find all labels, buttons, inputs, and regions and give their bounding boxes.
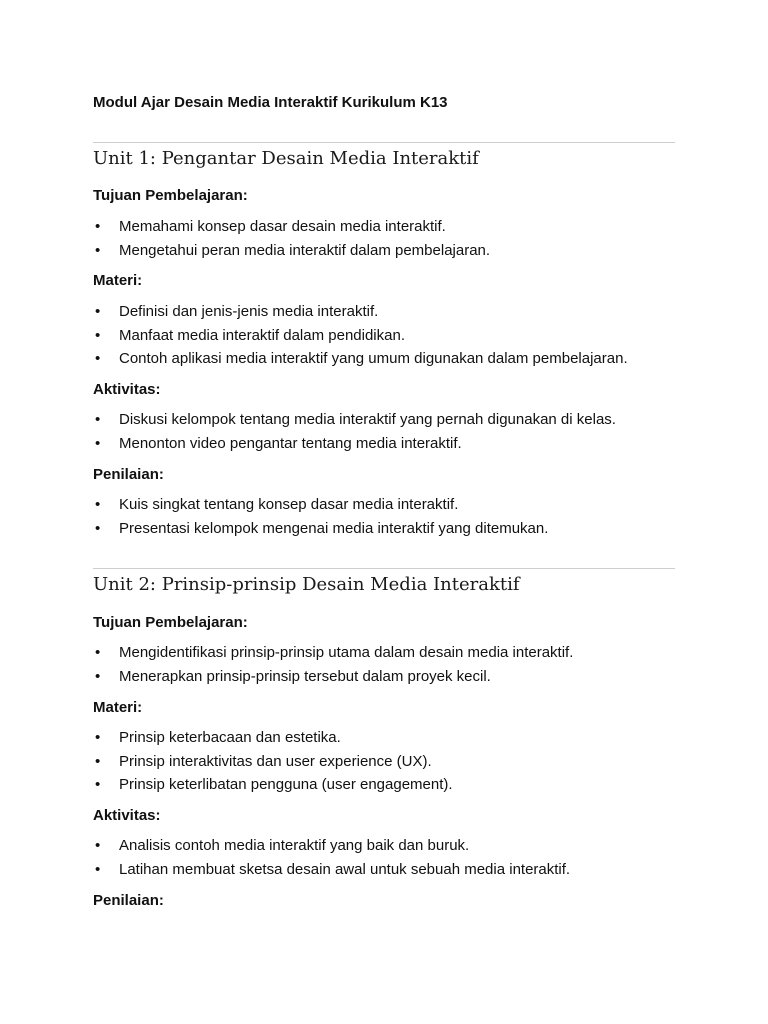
unit-2-aktivitas-list — [93, 834, 570, 881]
list-item — [93, 493, 548, 517]
bullet-icon: • — [95, 752, 101, 770]
list-item-text: Prinsip interaktivitas dan user experience (UX). — [119, 752, 432, 770]
list-item-text: Prinsip keterlibatan pengguna (user engagement). — [119, 776, 453, 793]
bullet-icon: • — [95, 667, 101, 685]
list-item-text: Analisis contoh media interaktif yang baik dan buruk. — [119, 837, 470, 854]
list-item — [93, 408, 616, 432]
list-item-text: Mengidentifikasi prinsip-prinsip utama dalam desain media interaktif. — [119, 644, 574, 661]
list-item-text: Prinsip keterbacaan dan estetika. — [119, 729, 341, 746]
unit-1-penilaian-list — [93, 493, 548, 540]
bullet-icon: • — [95, 303, 101, 320]
unit-1-tujuan-list — [93, 215, 490, 262]
document-title: Modul Ajar Desain Media Interaktif Kurikulum K13 — [93, 94, 448, 111]
list-item — [93, 641, 573, 665]
list-item — [93, 773, 453, 797]
unit-2-aktivitas-label: Aktivitas: — [93, 807, 161, 824]
list-item — [93, 750, 453, 774]
list-item — [93, 324, 628, 348]
list-item — [93, 858, 570, 882]
bullet-icon: • — [95, 776, 101, 793]
unit-2-materi-list — [93, 726, 453, 797]
list-item — [93, 239, 490, 263]
list-item-text: Definisi dan jenis-jenis media interaktif. — [119, 303, 379, 320]
section-divider — [93, 142, 675, 143]
unit-2-tujuan-label: Tujuan Pembelajaran: — [93, 614, 248, 631]
list-item-text: Manfaat media interaktif dalam pendidikan. — [119, 326, 405, 344]
bullet-icon: • — [95, 218, 101, 235]
list-item-text: Memahami konsep dasar desain media interaktif. — [119, 218, 446, 235]
unit-1-materi-list — [93, 300, 628, 371]
list-item-text: Menerapkan prinsip-prinsip tersebut dalam proyek kecil. — [119, 667, 491, 685]
unit-1-heading: Unit 1: Pengantar Desain Media Interaktif — [93, 148, 479, 169]
list-item-text: Mengetahui peran media interaktif dalam pembelajaran. — [119, 241, 491, 259]
bullet-icon: • — [95, 496, 101, 513]
bullet-icon: • — [95, 326, 101, 344]
bullet-icon: • — [95, 644, 101, 661]
list-item — [93, 300, 628, 324]
list-item-text: Presentasi kelompok mengenai media interaktif yang ditemukan. — [119, 519, 549, 537]
bullet-icon: • — [95, 860, 101, 878]
unit-1-tujuan-label: Tujuan Pembelajaran: — [93, 187, 248, 204]
unit-2-penilaian-label: Penilaian: — [93, 892, 164, 909]
bullet-icon: • — [95, 350, 101, 367]
list-item-text: Diskusi kelompok tentang media interaktif yang pernah digunakan di kelas. — [119, 411, 616, 428]
bullet-icon: • — [95, 241, 101, 259]
list-item — [93, 726, 453, 750]
unit-1-aktivitas-list — [93, 408, 616, 455]
unit-2-tujuan-list — [93, 641, 573, 688]
unit-2-heading: Unit 2: Prinsip-prinsip Desain Media Interaktif — [93, 574, 520, 595]
list-item — [93, 347, 628, 371]
list-item — [93, 432, 616, 456]
section-divider — [93, 568, 675, 569]
list-item-text: Kuis singkat tentang konsep dasar media interaktif. — [119, 496, 459, 513]
bullet-icon: • — [95, 519, 101, 537]
list-item-text: Latihan membuat sketsa desain awal untuk sebuah media interaktif. — [119, 860, 571, 878]
bullet-icon: • — [95, 729, 101, 746]
list-item-text: Contoh aplikasi media interaktif yang umum digunakan dalam pembelajaran. — [119, 350, 628, 367]
list-item-text: Menonton video pengantar tentang media interaktif. — [119, 434, 462, 452]
bullet-icon: • — [95, 434, 101, 452]
list-item — [93, 834, 570, 858]
list-item — [93, 665, 573, 689]
list-item — [93, 215, 490, 239]
bullet-icon: • — [95, 837, 101, 854]
bullet-icon: • — [95, 411, 101, 428]
unit-2-materi-label: Materi: — [93, 699, 143, 716]
unit-1-aktivitas-label: Aktivitas: — [93, 381, 161, 398]
list-item — [93, 517, 548, 541]
unit-1-materi-label: Materi: — [93, 272, 143, 289]
unit-1-penilaian-label: Penilaian: — [93, 466, 164, 483]
